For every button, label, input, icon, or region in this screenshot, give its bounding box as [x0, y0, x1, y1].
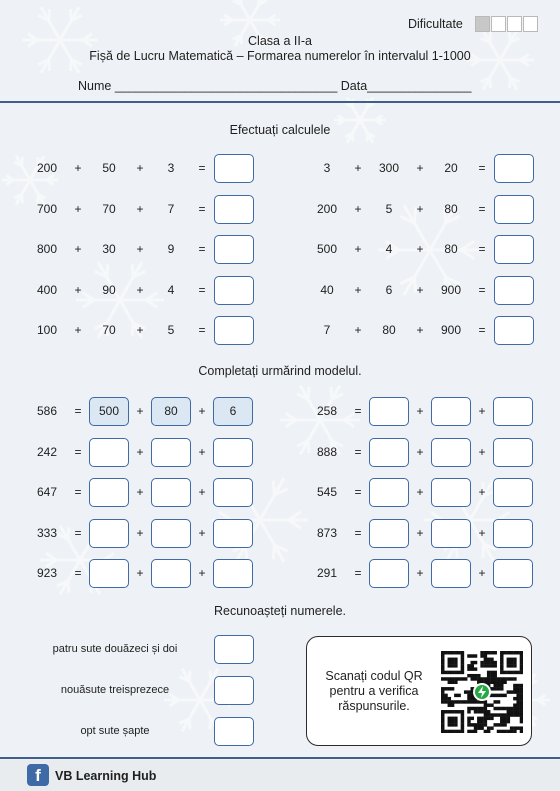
- number-to-decompose: 545: [316, 485, 338, 499]
- addend-2: 5: [385, 201, 393, 216]
- equals-sign: =: [478, 242, 486, 256]
- answer-box[interactable]: [89, 519, 129, 548]
- plus-sign: +: [136, 485, 144, 499]
- equals-sign: =: [74, 444, 82, 459]
- answer-box[interactable]: [431, 438, 471, 467]
- model-answer-box: 80: [151, 397, 191, 426]
- answer-box[interactable]: [493, 519, 533, 548]
- addend-2: 50: [102, 161, 116, 175]
- addend-3: 20: [444, 161, 458, 175]
- number-to-decompose: 333: [36, 525, 58, 540]
- answer-box[interactable]: [89, 438, 129, 467]
- plus-sign: +: [478, 404, 486, 418]
- answer-box[interactable]: [494, 276, 534, 305]
- plus-sign: +: [354, 323, 362, 337]
- answer-box[interactable]: [494, 316, 534, 345]
- plus-sign: +: [478, 485, 486, 499]
- number-to-decompose: 923: [36, 566, 58, 580]
- addend-2: 70: [102, 323, 116, 337]
- equals-sign: =: [354, 525, 362, 540]
- brand-name: VB Learning Hub: [55, 769, 157, 783]
- plus-sign: +: [198, 566, 206, 580]
- plus-sign: +: [74, 161, 82, 175]
- plus-sign: +: [136, 242, 144, 256]
- equals-sign: =: [198, 242, 206, 256]
- plus-sign: +: [416, 485, 424, 499]
- number-to-decompose: 586: [36, 404, 58, 418]
- equals-sign: =: [478, 201, 486, 216]
- difficulty-box-3: [507, 16, 522, 32]
- plus-sign: +: [198, 525, 206, 540]
- answer-box[interactable]: [151, 559, 191, 588]
- answer-box[interactable]: [213, 559, 253, 588]
- addend-2: 70: [102, 201, 116, 216]
- answer-box[interactable]: [214, 316, 254, 345]
- answer-box[interactable]: [213, 438, 253, 467]
- answer-box[interactable]: [494, 154, 534, 183]
- plus-sign: +: [136, 566, 144, 580]
- answer-box[interactable]: [214, 154, 254, 183]
- answer-box[interactable]: [493, 559, 533, 588]
- addend-2: 90: [102, 282, 116, 297]
- number-to-decompose: 873: [316, 525, 338, 540]
- addend-3: 900: [440, 323, 462, 337]
- addend-2: 30: [102, 242, 116, 256]
- qr-instructions: Scanați codul QR pentru a verifica răspunsurile.: [325, 669, 423, 713]
- plus-sign: +: [74, 282, 82, 297]
- addend-1: 40: [320, 282, 334, 297]
- answer-box[interactable]: [494, 195, 534, 224]
- addend-1: 3: [323, 161, 331, 175]
- plus-sign: +: [416, 525, 424, 540]
- difficulty-box-1: [475, 16, 490, 32]
- equals-sign: =: [198, 161, 206, 175]
- facebook-icon[interactable]: f: [27, 764, 49, 786]
- answer-box[interactable]: [151, 478, 191, 507]
- equals-sign: =: [74, 485, 82, 499]
- equals-sign: =: [198, 282, 206, 297]
- plus-sign: +: [478, 525, 486, 540]
- answer-box[interactable]: [369, 478, 409, 507]
- plus-sign: +: [74, 242, 82, 256]
- equals-sign: =: [354, 566, 362, 580]
- addend-1: 200: [316, 201, 338, 216]
- number-in-words: patru sute douăzeci și doi: [52, 643, 178, 655]
- plus-sign: +: [354, 161, 362, 175]
- difficulty-box-4: [523, 16, 538, 32]
- equals-sign: =: [74, 566, 82, 580]
- addend-3: 3: [167, 161, 175, 175]
- plus-sign: +: [354, 201, 362, 216]
- addend-3: 5: [167, 323, 175, 337]
- plus-sign: +: [416, 444, 424, 459]
- answer-box[interactable]: [369, 438, 409, 467]
- plus-sign: +: [478, 444, 486, 459]
- addend-1: 500: [316, 242, 338, 256]
- equals-sign: =: [478, 161, 486, 175]
- plus-sign: +: [416, 566, 424, 580]
- answer-box[interactable]: [151, 438, 191, 467]
- addend-1: 400: [36, 282, 58, 297]
- answer-box[interactable]: [369, 397, 409, 426]
- plus-sign: +: [354, 242, 362, 256]
- plus-sign: +: [198, 404, 206, 418]
- equals-sign: =: [478, 323, 486, 337]
- answer-box[interactable]: [431, 478, 471, 507]
- answer-box[interactable]: [493, 478, 533, 507]
- plus-sign: +: [136, 525, 144, 540]
- addend-3: 7: [167, 201, 175, 216]
- plus-sign: +: [198, 485, 206, 499]
- answer-box[interactable]: [214, 717, 254, 746]
- answer-box[interactable]: [431, 519, 471, 548]
- plus-sign: +: [74, 201, 82, 216]
- footer-divider: [0, 757, 560, 759]
- worksheet-subtitle: Fișă de Lucru Matematică – Formarea numerelor în intervalul 1-1000: [89, 49, 471, 63]
- number-in-words: opt sute șapte: [80, 725, 150, 737]
- addend-3: 900: [440, 282, 462, 297]
- section1-title: Efectuați calculele: [229, 123, 331, 137]
- answer-box[interactable]: [431, 559, 471, 588]
- answer-box[interactable]: [369, 559, 409, 588]
- plus-sign: +: [416, 161, 424, 175]
- plus-sign: +: [416, 404, 424, 418]
- name-date-line: Nume ________________________________ Data_______________: [78, 79, 472, 93]
- header-divider: [0, 101, 560, 103]
- equals-sign: =: [478, 282, 486, 297]
- answer-box[interactable]: [89, 559, 129, 588]
- plus-sign: +: [74, 323, 82, 337]
- answer-box[interactable]: [213, 478, 253, 507]
- section3-title: Recunoașteți numerele.: [213, 604, 347, 618]
- addend-1: 200: [36, 161, 58, 175]
- qr-panel: [306, 636, 532, 746]
- number-in-words: nouăsute treisprezece: [60, 684, 170, 696]
- answer-box[interactable]: [431, 397, 471, 426]
- plus-sign: +: [198, 444, 206, 459]
- difficulty-label: Dificultate: [408, 17, 463, 31]
- addend-3: 80: [444, 201, 458, 216]
- plus-sign: +: [136, 161, 144, 175]
- difficulty-box-2: [491, 16, 506, 32]
- equals-sign: =: [74, 404, 82, 418]
- addend-1: 7: [323, 323, 331, 337]
- equals-sign: =: [354, 444, 362, 459]
- plus-sign: +: [416, 242, 424, 256]
- addend-3: 9: [167, 242, 175, 256]
- plus-sign: +: [478, 566, 486, 580]
- plus-sign: +: [416, 323, 424, 337]
- answer-box[interactable]: [493, 397, 533, 426]
- addend-2: 300: [378, 161, 400, 175]
- answer-box[interactable]: [89, 478, 129, 507]
- answer-box[interactable]: [214, 235, 254, 264]
- number-to-decompose: 258: [316, 404, 338, 418]
- footer-bar: [0, 760, 560, 791]
- number-to-decompose: 291: [316, 566, 338, 580]
- qr-code[interactable]: [441, 651, 523, 733]
- equals-sign: =: [354, 404, 362, 418]
- answer-box[interactable]: [151, 519, 191, 548]
- addend-2: 80: [382, 323, 396, 337]
- addend-3: 4: [167, 282, 175, 297]
- plus-sign: +: [136, 201, 144, 216]
- addend-1: 800: [36, 242, 58, 256]
- equals-sign: =: [198, 323, 206, 337]
- answer-box[interactable]: [369, 519, 409, 548]
- number-to-decompose: 242: [36, 444, 58, 459]
- addend-1: 700: [36, 201, 58, 216]
- answer-box[interactable]: [494, 235, 534, 264]
- answer-box[interactable]: [493, 438, 533, 467]
- plus-sign: +: [416, 282, 424, 297]
- answer-box[interactable]: [213, 519, 253, 548]
- model-answer-box: 6: [213, 397, 253, 426]
- plus-sign: +: [136, 323, 144, 337]
- plus-sign: +: [136, 404, 144, 418]
- answer-box[interactable]: [214, 276, 254, 305]
- answer-box[interactable]: [214, 635, 254, 664]
- plus-sign: +: [354, 282, 362, 297]
- number-to-decompose: 647: [36, 485, 58, 499]
- equals-sign: =: [354, 485, 362, 499]
- answer-box[interactable]: [214, 195, 254, 224]
- plus-sign: +: [136, 444, 144, 459]
- plus-sign: +: [416, 201, 424, 216]
- grade-title: Clasa a II-a: [248, 34, 312, 48]
- plus-sign: +: [136, 282, 144, 297]
- answer-box[interactable]: [214, 676, 254, 705]
- addend-2: 6: [385, 282, 393, 297]
- equals-sign: =: [74, 525, 82, 540]
- addend-1: 100: [36, 323, 58, 337]
- addend-2: 4: [385, 242, 393, 256]
- equals-sign: =: [198, 201, 206, 216]
- number-to-decompose: 888: [316, 444, 338, 459]
- section2-title: Completați urmărind modelul.: [198, 364, 362, 378]
- addend-3: 80: [444, 242, 458, 256]
- model-answer-box: 500: [89, 397, 129, 426]
